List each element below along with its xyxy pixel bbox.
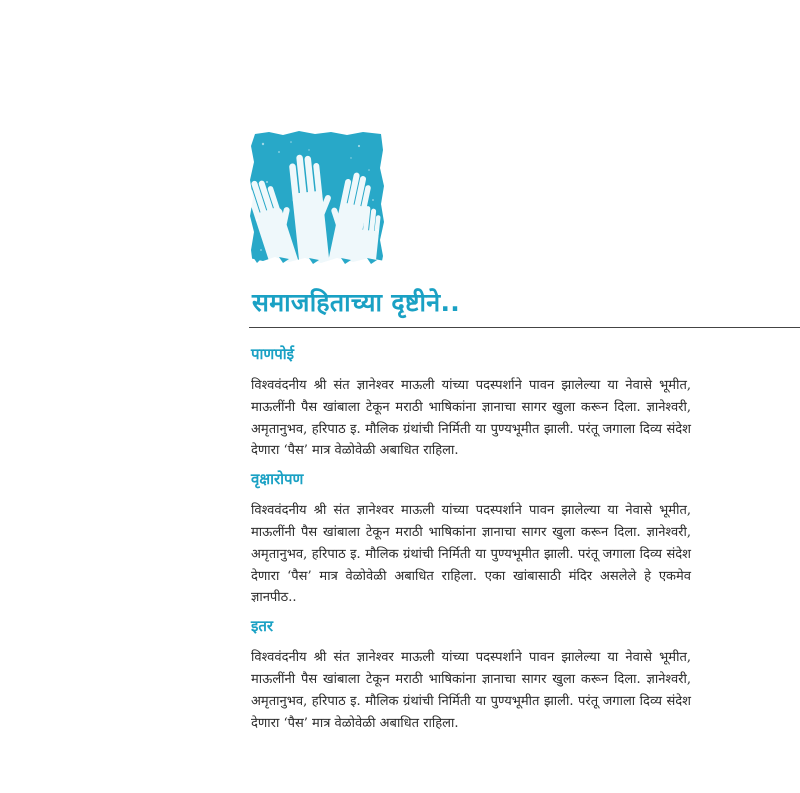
raised-hands-logo [249, 130, 385, 270]
section-body-itar: विश्ववंदनीय श्री संत ज्ञानेश्वर माऊली यांच्या पदस्पर्शाने पावन झालेल्या या नेवासे भूमीत, माऊलींनी पैस खांबाला टेकून मराठी भाषिकांना ज्ञानाचा सागर खुला करून दिला. ज्ञानेश्वरी, अमृतानुभव, हरिपाठ इ. मौलिक ग्रंथांची निर्मिती या पुण्यभूमीत झाली. परंतू जगाला दिव्य संदेश देणारा ‘पैस’ मात्र वेळोवेळी अबाधित राहिला. [251, 650, 691, 731]
section-itar [251, 615, 691, 734]
section-body-vrukasharopan: विश्ववंदनीय श्री संत ज्ञानेश्वर माऊली यांच्या पदस्पर्शाने पावन झालेल्या या नेवासे भूमीत, माऊलींनी पैस खांबाला टेकून मराठी भाषिकांना ज्ञानाचा सागर खुला करून दिला. ज्ञानेश्वरी, अमृतानुभव, हरिपाठ इ. मौलिक ग्रंथांची निर्मिती या पुण्यभूमीत झाली. परंतू जगाला दिव्य संदेश देणारा ‘पैस’ मात्र वेळोवेळी अबाधित राहिला. एका खांबासाठी मंदिर असलेले हे एकमेव ज्ञानपीठ.. [251, 503, 691, 606]
section-panpoi [251, 343, 691, 462]
section-body-panpoi: विश्ववंदनीय श्री संत ज्ञानेश्वर माऊली यांच्या पदस्पर्शाने पावन झालेल्या या नेवासे भूमीत, माऊलींनी पैस खांबाला टेकून मराठी भाषिकांना ज्ञानाचा सागर खुला करून दिला. ज्ञानेश्वरी, अमृतानुभव, हरिपाठ इ. मौलिक ग्रंथांची निर्मिती या पुण्यभूमीत झाली. परंतू जगाला दिव्य संदेश देणारा ‘पैस’ मात्र वेळोवेळी अबाधित राहिला. [251, 378, 691, 459]
section-heading-itar: इतर [251, 617, 274, 636]
content-area [251, 343, 691, 734]
raised-hands-icon [249, 130, 385, 270]
title-divider [249, 327, 800, 328]
section-vrukasharopan [251, 468, 691, 609]
section-heading-vrukasharopan: वृक्षारोपण [251, 470, 304, 489]
page-title: समाजहिताच्या दृष्टीने.. [252, 288, 461, 317]
section-heading-panpoi: पाणपोई [251, 345, 295, 363]
